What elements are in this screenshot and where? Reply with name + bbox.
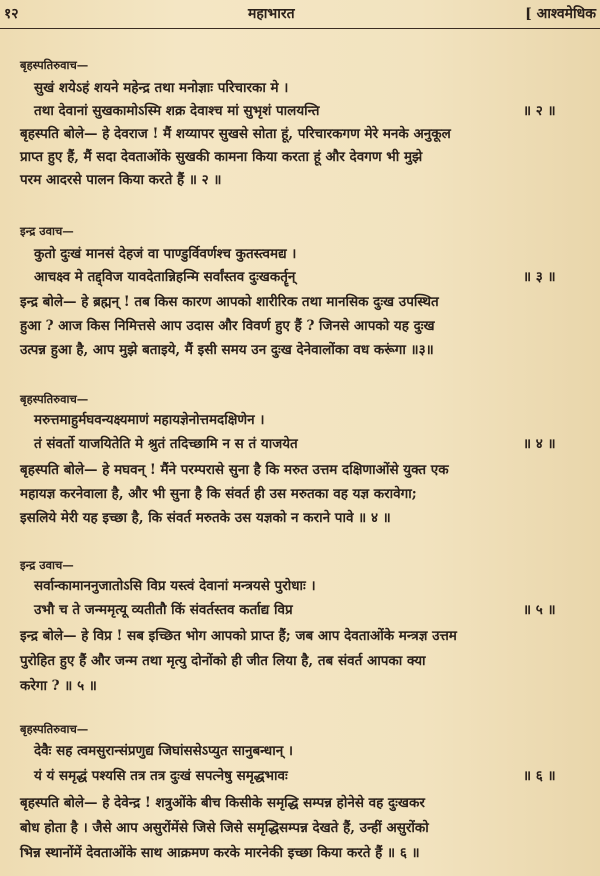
page-number: १२ (4, 6, 19, 22)
verse-number: ॥ ५ ॥ (523, 602, 556, 618)
verse-line: तथा देवानां सुखकामोऽस्मि शक्र देवाश्च मां सुभृशं पालयन्ति (34, 103, 320, 119)
verse-line: यं यं समृद्धं पश्यसि तत्र तत्र दुःखं सपत्नेषु समृद्धभावः (34, 768, 288, 784)
page-header (0, 0, 600, 29)
translation-line: इसलिये मेरी यह इच्छा है, कि संवर्त मरुतके उस यज्ञको न कराने पावे ॥ ४ ॥ (20, 510, 391, 526)
speaker-label: इन्द्र उवाच— (20, 558, 74, 572)
translation-line: उत्पन्न हुआ है, आप मुझे बताइये, मैं इसी समय उन दुःख देनेवालोंका वध करूंगा ॥३॥ (20, 342, 434, 358)
translation-line: इन्द्र बोले— हे विप्र ! सब इच्छित भोग आपको प्राप्त हैं; जब आप देवताओंके मन्त्रज्ञ उत्तम (20, 628, 457, 644)
verse-line: उभौ च ते जन्ममृत्यू व्यतीतौ किं संवर्तस्तव कर्ताद्य विप्र (34, 602, 293, 618)
translation-line: करेगा ? ॥ ५ ॥ (20, 678, 97, 694)
verse-line: आचक्ष्व मे तद्द्विज यावदेतान्निहन्मि सर्वांस्तव दुःखकर्तॄन् (34, 269, 296, 285)
speaker-label: बृहस्पतिरुवाच— (20, 58, 89, 72)
translation-line: प्राप्त हुए हैं, मैं सदा देवताओंके सुखकी कामना किया करता हूं और देवगण भी मुझे (20, 149, 423, 165)
translation-line: बृहस्पति बोले— हे देवेन्द्र ! शत्रुओंके बीच किसीके समृद्धि सम्पन्न होनेसे वह दुःखकर (20, 795, 425, 811)
verse-number: ॥ ३ ॥ (523, 269, 556, 285)
translation-line: बोध होता है । जैसे आप असुरोंमेंसे जिसे जिसे समृद्धिसम्पन्न देखते हैं, उन्हीं असुरोंको (20, 820, 429, 836)
speaker-label: बृहस्पतिरुवाच— (20, 392, 89, 406)
verse-line: सुखं शयेऽहं शयने महेन्द्र तथा मनोज्ञाः परिचारका मे । (34, 80, 289, 96)
translation-line: पुरोहित हुए हैं और जन्म तथा मृत्यु दोनोंको ही जीत लिया है, तब संवर्त आपका क्या (20, 653, 426, 669)
section-title: [ आश्वमेधिक (525, 6, 596, 22)
verse-line: कुतो दुःखं मानसं देहजं वा पाण्डुर्विवर्णश्च कुतस्त्वमद्य । (34, 246, 297, 262)
translation-line: इन्द्र बोले— हे ब्रह्मन् ! तब किस कारण आपको शारीरिक तथा मानसिक दुःख उपस्थित (20, 294, 439, 310)
translation-line: हुआ ? आज किस निमित्तसे आप उदास और विवर्ण हुए हैं ? जिनसे आपको यह दुःख (20, 318, 435, 334)
verse-line: मरुत्तमाहुर्मघवन्यक्ष्यमाणं महायज्ञेनोत्तमदक्षिणेन । (34, 412, 265, 428)
speaker-label: इन्द्र उवाच— (20, 224, 74, 238)
translation-line: बृहस्पति बोले— हे देवराज ! मैं शय्यापर सुखसे सोता हूं, परिचारकगण मेरे मनके अनुकूल (20, 126, 451, 142)
translation-line: महायज्ञ करनेवाला है, और भी सुना है कि संवर्त ही उस मरुतका वह यज्ञ करावेगा; (20, 486, 417, 502)
speaker-label: बृहस्पतिरुवाच— (20, 722, 89, 736)
translation-line: परम आदरसे पालन किया करते हैं ॥ २ ॥ (20, 172, 222, 188)
verse-number: ॥ २ ॥ (523, 103, 556, 119)
verse-line: सर्वान्कामाननुजातोऽसि विप्र यस्त्वं देवानां मन्त्रयसे पुरोधाः । (34, 578, 316, 594)
translation-line: भिन्न स्थानोंमें देवताओंके साथ आक्रमण करके मारनेकी इच्छा किया करते हैं ॥ ६ ॥ (20, 845, 420, 861)
book-title: महाभारत (248, 6, 295, 22)
translation-line: बृहस्पति बोले— हे मघवन् ! मैंने परम्परासे सुना है कि मरुत उत्तम दक्षिणाओंसे युक्त एक (20, 462, 449, 478)
verse-number: ॥ ६ ॥ (523, 768, 556, 784)
verse-line: देवैः सह त्वमसुरान्संप्रणुद्य जिघांससेऽप्युत सानुबन्धान् । (34, 743, 294, 759)
verse-line: तं संवर्तो याजयितेति मे श्रुतं तदिच्छामि न स तं याजयेत (34, 436, 298, 452)
verse-number: ॥ ४ ॥ (523, 436, 556, 452)
